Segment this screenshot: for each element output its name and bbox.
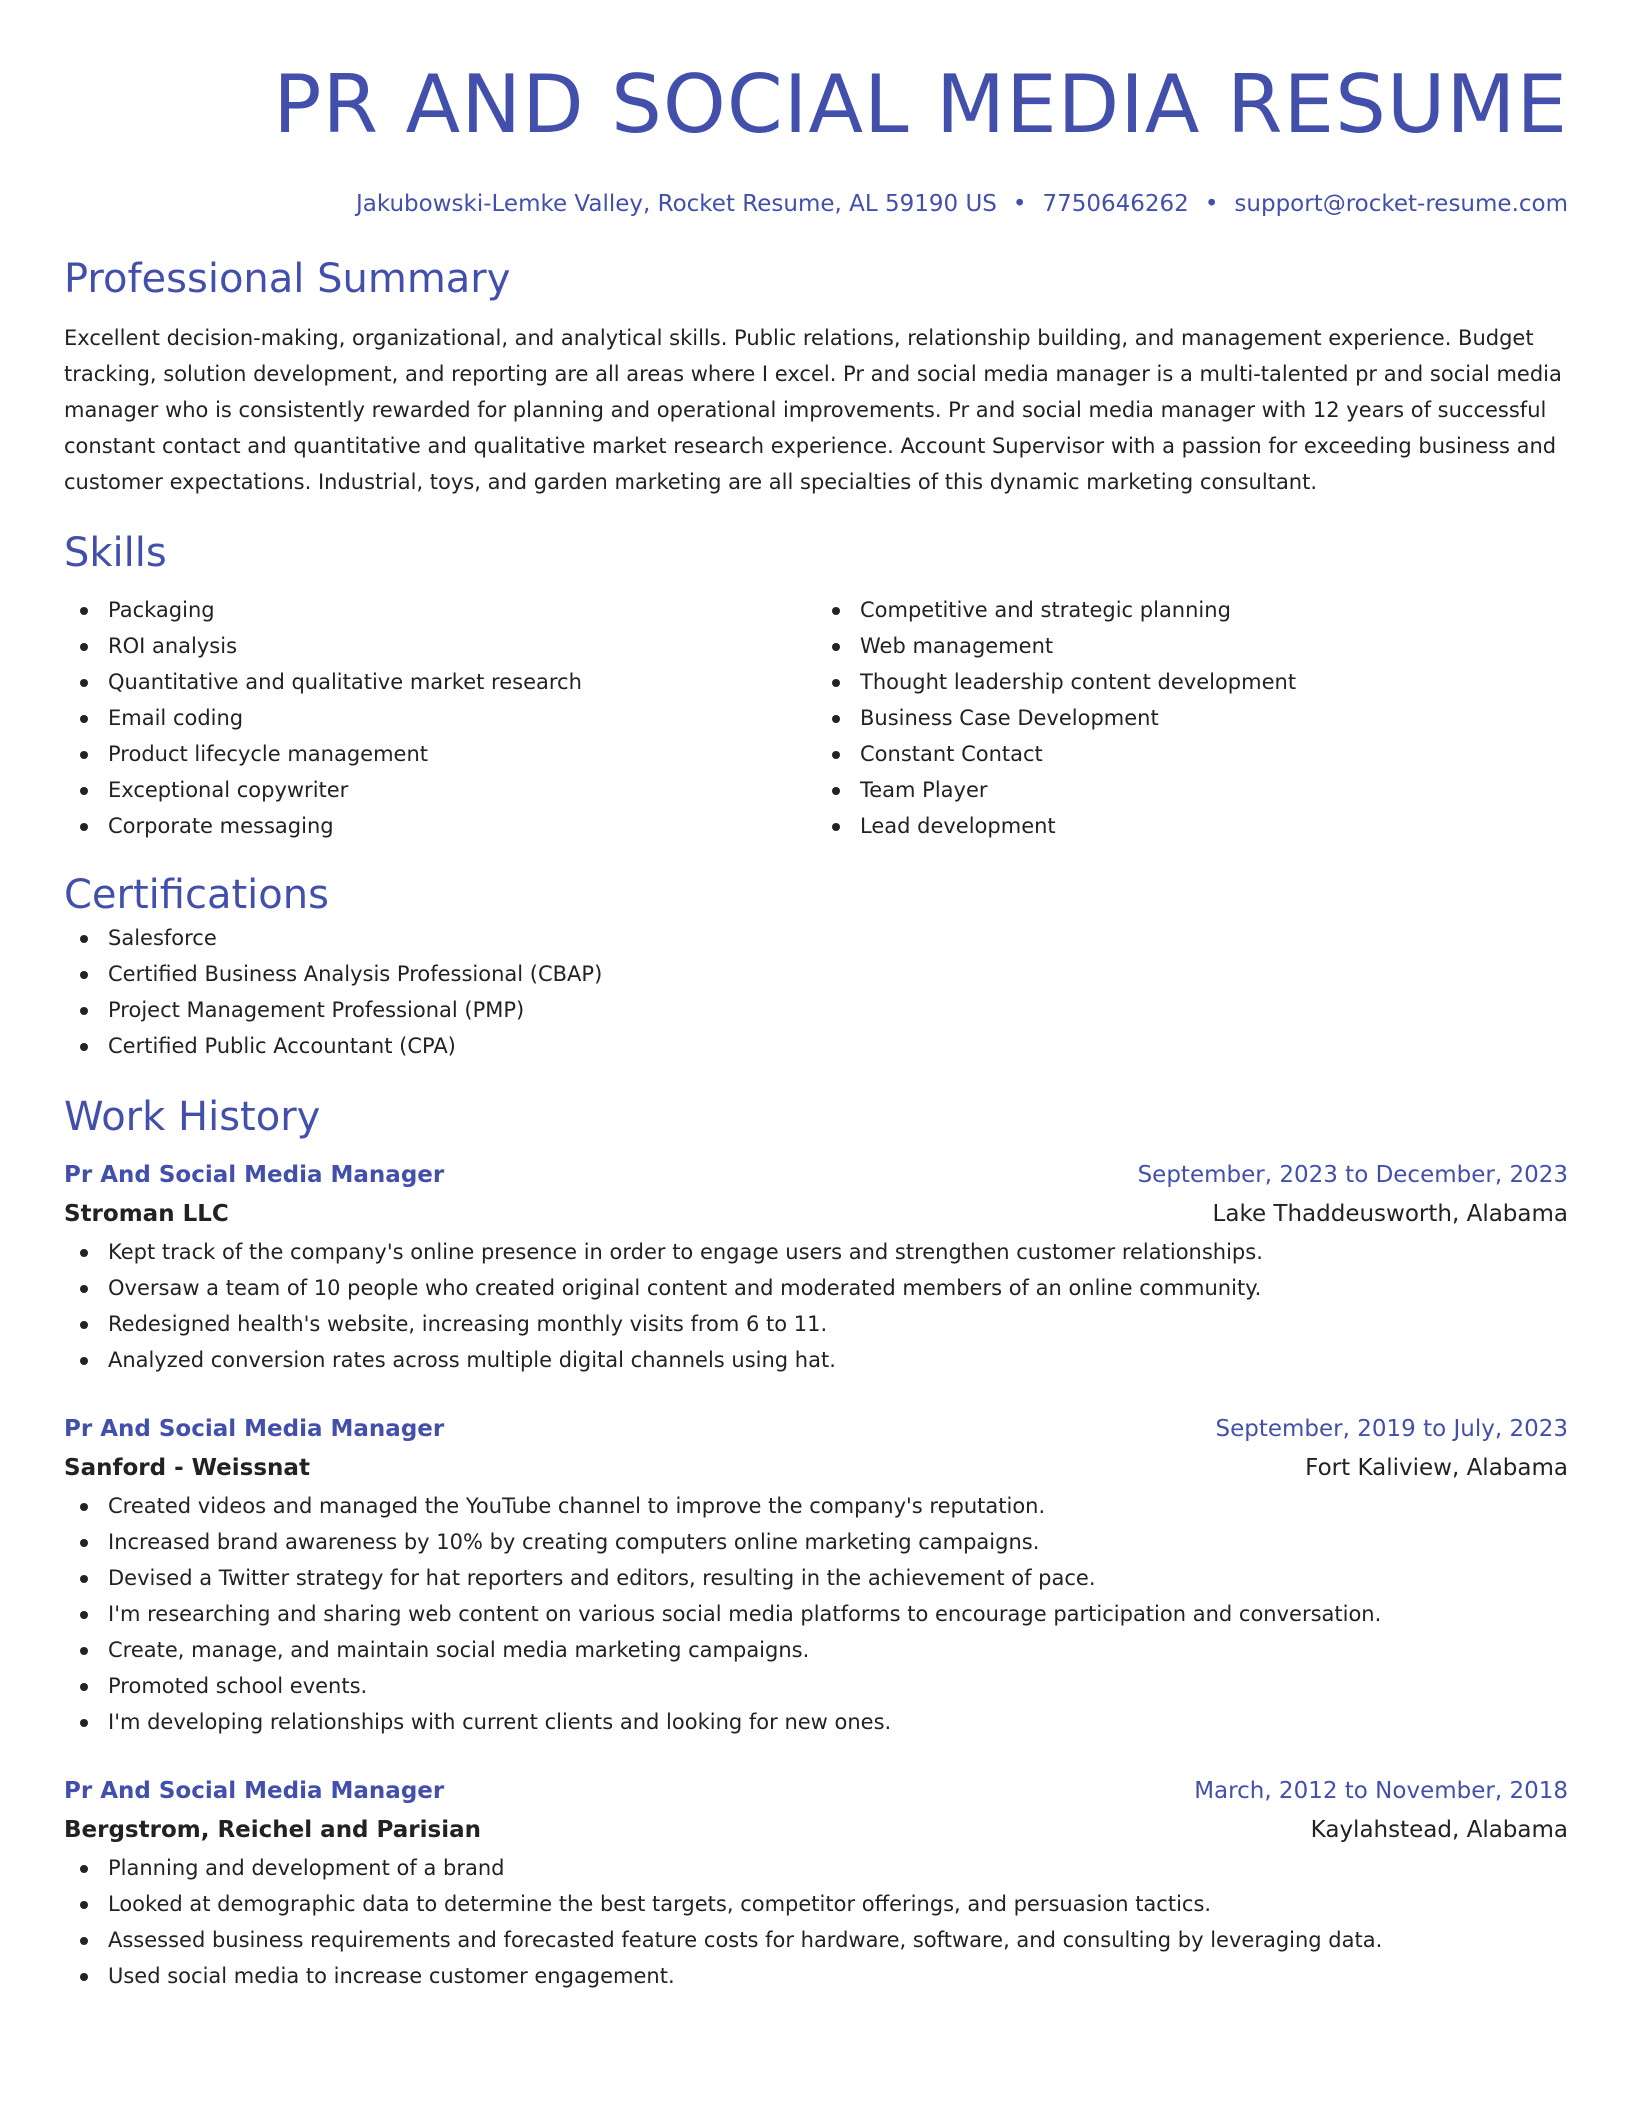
job-location: Kaylahstead, Alabama: [1310, 1817, 1568, 1843]
job-bullet: Assessed business requirements and forecasted feature costs for hardware, software, and consulting by leveraging data.: [64, 1922, 1568, 1958]
job-company-row: [64, 1194, 1568, 1234]
job-header-row: [64, 1410, 1568, 1448]
job-bullet: Planning and development of a brand: [64, 1850, 1568, 1886]
job-bullet: Kept track of the company's online presence in order to engage users and strengthen customer relationships.: [64, 1234, 1568, 1270]
skills-list: [64, 592, 1568, 844]
job-location: Fort Kaliview, Alabama: [1305, 1455, 1568, 1481]
job-title: Pr And Social Media Manager: [64, 1162, 445, 1188]
contact-address: Jakubowski-Lemke Valley, Rocket Resume, AL 59190 US: [355, 191, 997, 217]
contact-separator: •: [1204, 191, 1219, 217]
job-bullet: Looked at demographic data to determine the best targets, competitor offerings, and persuasion tactics.: [64, 1886, 1568, 1922]
job-company-row: [64, 1810, 1568, 1850]
job-bullet: Redesigned health's website, increasing monthly visits from 6 to 11.: [64, 1306, 1568, 1342]
skill-item: Lead development: [816, 808, 1568, 844]
skill-item: Packaging: [64, 592, 816, 628]
job-company: Sanford - Weissnat: [64, 1455, 310, 1481]
contact-line: [64, 188, 1568, 220]
skills-column-left: [64, 592, 816, 844]
job-bullet: Analyzed conversion rates across multiple digital channels using hat.: [64, 1342, 1568, 1378]
work-history-heading: Work History: [64, 1094, 321, 1140]
contact-separator: •: [1012, 191, 1027, 217]
skill-item: Email coding: [64, 700, 816, 736]
job-company-row: [64, 1448, 1568, 1488]
skill-item: Web management: [816, 628, 1568, 664]
resume-title: PR AND SOCIAL MEDIA RESUME: [273, 58, 1568, 151]
job-title: Pr And Social Media Manager: [64, 1778, 445, 1804]
summary-heading: Professional Summary: [64, 256, 511, 302]
job-entry: [64, 1772, 1568, 1994]
skill-item: Product lifecycle management: [64, 736, 816, 772]
job-bullet: Oversaw a team of 10 people who created original content and moderated members of an online community.: [64, 1270, 1568, 1306]
certification-item: Certified Business Analysis Professional (CBAP): [64, 956, 1568, 992]
skill-item: Thought leadership content development: [816, 664, 1568, 700]
skill-item: ROI analysis: [64, 628, 816, 664]
job-bullet: I'm researching and sharing web content on various social media platforms to encourage participation and conversation.: [64, 1596, 1568, 1632]
job-bullet: Used social media to increase customer engagement.: [64, 1958, 1568, 1994]
job-bullet: Promoted school events.: [64, 1668, 1568, 1704]
job-location: Lake Thaddeusworth, Alabama: [1212, 1201, 1568, 1227]
certifications-list: [64, 920, 1568, 1064]
skill-item: Business Case Development: [816, 700, 1568, 736]
skill-item: Constant Contact: [816, 736, 1568, 772]
job-company: Stroman LLC: [64, 1201, 229, 1227]
job-header-row: [64, 1772, 1568, 1810]
job-header-row: [64, 1156, 1568, 1194]
resume-header: [64, 0, 1568, 220]
job-dates: March, 2012 to November, 2018: [1194, 1778, 1568, 1804]
job-bullets: [64, 1488, 1568, 1740]
job-title: Pr And Social Media Manager: [64, 1416, 445, 1442]
job-entry: [64, 1410, 1568, 1740]
skill-item: Team Player: [816, 772, 1568, 808]
job-entry: [64, 1156, 1568, 1378]
skill-item: Quantitative and qualitative market research: [64, 664, 816, 700]
certification-item: Salesforce: [64, 920, 1568, 956]
contact-phone: 7750646262: [1042, 191, 1189, 217]
job-bullet: Created videos and managed the YouTube channel to improve the company's reputation.: [64, 1488, 1568, 1524]
skill-item: Exceptional copywriter: [64, 772, 816, 808]
certification-item: Project Management Professional (PMP): [64, 992, 1568, 1028]
job-bullet: Devised a Twitter strategy for hat reporters and editors, resulting in the achievement of pace.: [64, 1560, 1568, 1596]
skill-item: Competitive and strategic planning: [816, 592, 1568, 628]
job-dates: September, 2023 to December, 2023: [1137, 1162, 1568, 1188]
job-bullet: Increased brand awareness by 10% by creating computers online marketing campaigns.: [64, 1524, 1568, 1560]
job-company: Bergstrom, Reichel and Parisian: [64, 1817, 481, 1843]
job-bullets: [64, 1850, 1568, 1994]
job-bullets: [64, 1234, 1568, 1378]
skills-column-right: [816, 592, 1568, 844]
job-bullet: Create, manage, and maintain social media marketing campaigns.: [64, 1632, 1568, 1668]
skill-item: Corporate messaging: [64, 808, 816, 844]
summary-text: Excellent decision-making, organizational, and analytical skills. Public relations, relationship building, and management experience. Budget tracking, solution development, and reporting are all areas where I excel. Pr and social media manager is a multi-talented pr and social media manager who is consistently rewarded for planning and operational improvements. Pr and social media manager with 12 years of successful constant contact and quantitative and qualitative market research experience. Account Supervisor with a passion for exceeding business and customer expectations. Industrial, toys, and garden marketing are all specialties of this dynamic marketing consultant.: [64, 326, 1562, 494]
skills-heading: Skills: [64, 530, 167, 576]
job-dates: September, 2019 to July, 2023: [1215, 1416, 1568, 1442]
certification-item: Certified Public Accountant (CPA): [64, 1028, 1568, 1064]
contact-email[interactable]: support@rocket-resume.com: [1234, 191, 1568, 217]
certifications-heading: Certifications: [64, 872, 329, 918]
job-bullet: I'm developing relationships with current clients and looking for new ones.: [64, 1704, 1568, 1740]
